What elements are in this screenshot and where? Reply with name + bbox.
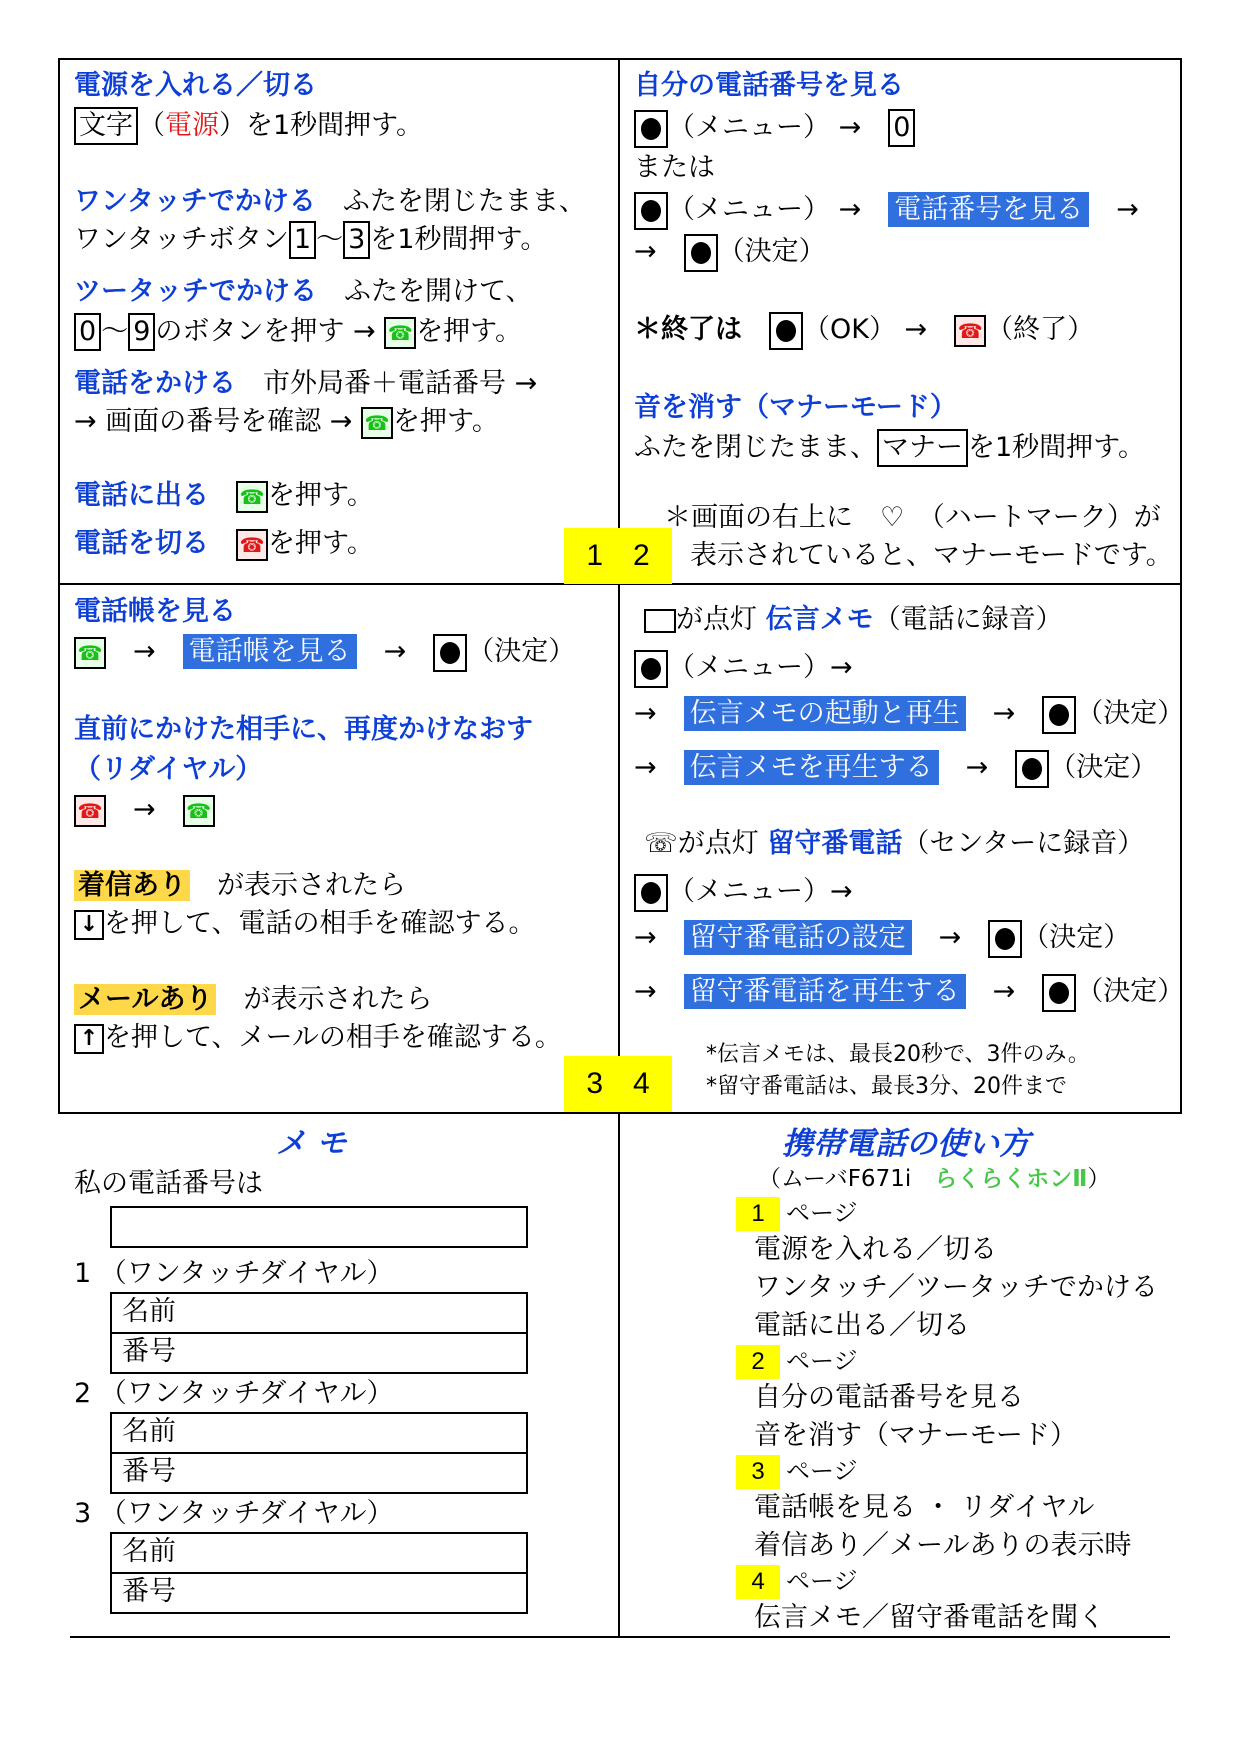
memo-note: *伝言メモは、最長20秒で、3件のみ。 bbox=[706, 1042, 1090, 1067]
mynum-step2: （メニュー） → 電話番号を見る → bbox=[634, 190, 1139, 230]
onetouch-instruction: ワンタッチボタン 1 〜 3 を1秒間押す。 bbox=[74, 220, 547, 260]
entry-2-name-field[interactable]: 名前 bbox=[110, 1412, 528, 1454]
tape-icon bbox=[644, 609, 676, 633]
call-phone-icon: ☎ bbox=[236, 481, 268, 513]
menu-button-icon bbox=[634, 110, 668, 148]
toc-item: 伝言メモ／留守番電話を聞く bbox=[754, 1602, 1105, 1633]
decide-button-icon bbox=[1042, 974, 1076, 1012]
redial-title: 直前にかけた相手に、再度かけなおす bbox=[74, 714, 533, 745]
memo-step3: → 伝言メモを再生する → （決定） bbox=[634, 748, 1157, 788]
redial-steps: ☎ → ☎ bbox=[74, 790, 215, 830]
mynum-step3: → （決定） bbox=[634, 232, 826, 272]
key-9: 9 bbox=[128, 313, 155, 351]
redial-sub: （リダイヤル） bbox=[74, 754, 263, 785]
end-phone-icon: ☎ bbox=[954, 315, 986, 347]
toc-page-1: 1 ページ bbox=[736, 1196, 858, 1231]
toc-item: 音を消す（マナーモード） bbox=[754, 1420, 1077, 1451]
or-text: または bbox=[634, 152, 715, 183]
decide-button-icon bbox=[1042, 696, 1076, 734]
manner-key: マナー bbox=[877, 429, 968, 467]
entry-3-number-field[interactable]: 番号 bbox=[110, 1572, 528, 1614]
moji-key: 文字 bbox=[74, 107, 138, 145]
ans-step3: → 留守番電話を再生する → （決定） bbox=[634, 972, 1184, 1012]
book-steps: ☎ → 電話帳を見る → （決定） bbox=[74, 632, 575, 672]
power-instruction: 文字 （電源）を1秒間押す。 bbox=[74, 106, 423, 146]
toc-item: ワンタッチ／ツータッチでかける bbox=[754, 1272, 1158, 1303]
end-phone-icon: ☎ bbox=[74, 795, 106, 827]
key-0: 0 bbox=[74, 313, 101, 351]
end-phone-icon: ☎ bbox=[236, 529, 268, 561]
entry-2-label: 2 （ワンタッチダイヤル） bbox=[74, 1378, 394, 1409]
memo-heading: が点灯 伝言メモ（電話に録音） bbox=[644, 600, 1063, 640]
incoming-line: 着信あり が表示されたら bbox=[74, 866, 406, 906]
book-title: 電話帳を見る bbox=[74, 596, 236, 627]
page-badge-3-4: 3 4 bbox=[564, 1056, 672, 1112]
ans-step2: → 留守番電話の設定 → （決定） bbox=[634, 918, 1130, 958]
key-0: 0 bbox=[888, 109, 915, 147]
incoming-instruction: ↓ を押して、電話の相手を確認する。 bbox=[74, 904, 535, 944]
my-number-field[interactable] bbox=[110, 1206, 528, 1248]
silent-title: 音を消す（マナーモード） bbox=[634, 392, 957, 423]
ok-button-icon bbox=[769, 312, 803, 350]
decide-button-icon bbox=[988, 920, 1022, 958]
power-title: 電源を入れる／切る bbox=[74, 70, 317, 101]
bottom-vertical-divider bbox=[618, 1114, 620, 1638]
telephone-icon: ☏ bbox=[644, 828, 678, 859]
entry-1-number-field[interactable]: 番号 bbox=[110, 1332, 528, 1374]
mynum-title: 自分の電話番号を見る bbox=[634, 70, 904, 101]
silent-instruction: ふたを閉じたまま、 マナー を1秒間押す。 bbox=[634, 428, 1145, 468]
decide-button-icon bbox=[433, 634, 467, 672]
mail-instruction: ↑ を押して、メールの相手を確認する。 bbox=[74, 1018, 562, 1058]
model-line: （ムーバF671i らくらくホンⅡ） bbox=[758, 1166, 1111, 1192]
twotouch-instruction: 0 〜 9 のボタンを押す → ☎ を押す。 bbox=[74, 312, 522, 352]
heart-icon: ♡ bbox=[880, 502, 905, 533]
toc-page-3: 3 ページ bbox=[736, 1454, 858, 1489]
key-1: 1 bbox=[289, 221, 316, 259]
mynum-step1: （メニュー） → 0 bbox=[634, 108, 915, 148]
silent-note-2: 表示されていると、マナーモードです。 bbox=[690, 540, 1173, 571]
menu-button-icon bbox=[634, 874, 668, 912]
memo-title: メ モ bbox=[276, 1126, 347, 1161]
menu-button-icon bbox=[634, 192, 668, 230]
call-phone-icon: ☎ bbox=[384, 317, 416, 349]
twotouch-heading: ツータッチでかける ふたを開けて、 bbox=[74, 276, 533, 307]
call-instruction: → 画面の番号を確認 → ☎ を押す。 bbox=[74, 406, 499, 437]
entry-1-label: 1 （ワンタッチダイヤル） bbox=[74, 1258, 394, 1289]
call-heading: 電話をかける 市外局番＋電話番号 → bbox=[74, 368, 538, 399]
toc-item: 電源を入れる／切る bbox=[754, 1234, 997, 1265]
memo-step1: （メニュー）→ bbox=[634, 648, 853, 688]
ans-note: *留守番電話は、最長3分、20件まで bbox=[706, 1074, 1067, 1099]
toc-title: 携帯電話の使い方 bbox=[782, 1126, 1030, 1162]
up-arrow-key-icon: ↑ bbox=[74, 1024, 104, 1054]
onetouch-heading: ワンタッチでかける ふたを閉じたまま、 bbox=[74, 186, 586, 217]
toc-item: 着信あり／メールありの表示時 bbox=[754, 1530, 1132, 1561]
entry-2-number-field[interactable]: 番号 bbox=[110, 1452, 528, 1494]
toc-page-2: 2 ページ bbox=[736, 1344, 858, 1379]
my-number-label: 私の電話番号は bbox=[74, 1168, 263, 1199]
answer-machine-heading: ☏が点灯 留守番電話（センターに録音） bbox=[644, 828, 1145, 859]
toc-page-4: 4 ページ bbox=[736, 1564, 858, 1599]
entry-3-label: 3 （ワンタッチダイヤル） bbox=[74, 1498, 394, 1529]
toc-item: 電話に出る／切る bbox=[754, 1310, 970, 1341]
toc-item: 電話帳を見る ・ リダイヤル bbox=[754, 1492, 1095, 1523]
key-3: 3 bbox=[343, 221, 370, 259]
memo-step2: → 伝言メモの起動と再生 → （決定） bbox=[634, 694, 1184, 734]
ans-step1: （メニュー）→ bbox=[634, 872, 853, 912]
toc-item: 自分の電話番号を見る bbox=[754, 1382, 1024, 1413]
down-arrow-key-icon: ↓ bbox=[74, 910, 104, 940]
grid-vertical-divider bbox=[618, 58, 620, 1114]
hangup-line: 電話を切る ☎ を押す。 bbox=[74, 528, 374, 559]
page-badge-1-2: 1 2 bbox=[564, 528, 672, 584]
entry-3-name-field[interactable]: 名前 bbox=[110, 1532, 528, 1574]
answer-line: 電話に出る ☎ を押す。 bbox=[74, 480, 374, 511]
call-phone-icon: ☎ bbox=[361, 407, 393, 439]
call-phone-icon: ☎ bbox=[74, 637, 106, 669]
entry-1-name-field[interactable]: 名前 bbox=[110, 1292, 528, 1334]
decide-button-icon bbox=[684, 234, 718, 272]
menu-button-icon bbox=[634, 650, 668, 688]
call-phone-icon: ☎ bbox=[183, 795, 215, 827]
mail-line: メールあり が表示されたら bbox=[74, 980, 432, 1020]
decide-button-icon bbox=[1015, 750, 1049, 788]
end-instruction: ＊終了は （OK） → ☎ （終了） bbox=[634, 310, 1094, 350]
silent-note-1: ＊画面の右上に ♡ （ハートマーク）が bbox=[664, 502, 1161, 533]
